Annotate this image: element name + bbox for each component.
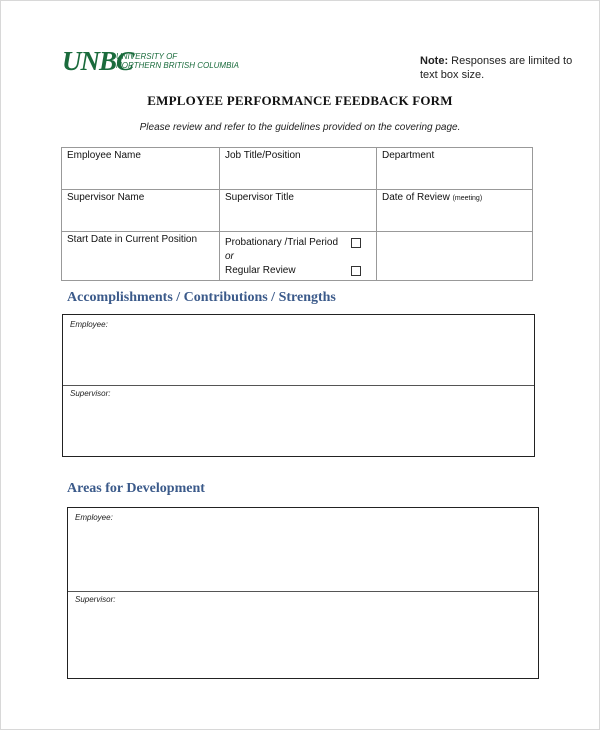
development-supervisor-field[interactable]	[68, 591, 538, 678]
review-type-cell	[220, 232, 377, 281]
job-title-label: Job Title/Position	[225, 150, 301, 161]
note-text: Responses are limited to text box size.	[420, 55, 573, 81]
date-of-review-cell[interactable]	[377, 190, 533, 232]
logo-line-2: NORTHERN BRITISH COLUMBIA	[116, 61, 239, 70]
regular-review-row	[225, 264, 371, 278]
date-of-review-note: (meeting)	[452, 195, 483, 202]
supervisor-name-label: Supervisor Name	[67, 192, 145, 203]
probationary-checkbox[interactable]	[351, 238, 361, 248]
development-employee-field[interactable]	[68, 508, 538, 591]
or-label: or	[225, 251, 234, 262]
probationary-label: Probationary /Trial Period	[225, 237, 339, 248]
form-title: EMPLOYEE PERFORMANCE FEEDBACK FORM	[147, 93, 453, 108]
employee-name-cell[interactable]	[62, 148, 220, 190]
employee-name-label: Employee Name	[67, 150, 141, 161]
accomplishments-employee-label: Employee:	[70, 320, 108, 329]
supervisor-title-cell[interactable]	[220, 190, 377, 232]
department-label: Department	[382, 150, 435, 161]
form-subtitle: Please review and refer to the guidelines provided on the covering page.	[139, 122, 461, 133]
development-box	[67, 507, 539, 679]
supervisor-title-label: Supervisor Title	[225, 192, 294, 203]
accomplishments-supervisor-field[interactable]	[63, 385, 534, 456]
regular-review-checkbox[interactable]	[351, 266, 361, 276]
accomplishments-employee-field[interactable]	[63, 315, 534, 385]
start-date-label: Start Date in Current Position	[67, 234, 198, 245]
start-date-cell[interactable]	[62, 232, 220, 281]
accomplishments-box	[62, 314, 535, 457]
development-heading: Areas for Development	[67, 481, 205, 496]
logo-text	[116, 52, 239, 70]
supervisor-name-cell[interactable]	[62, 190, 220, 232]
note	[420, 54, 580, 82]
development-supervisor-label: Supervisor:	[75, 595, 116, 604]
unbc-logo	[62, 46, 262, 76]
logo-line-1: UNIVERSITY OF	[116, 52, 178, 61]
note-label: Note:	[420, 55, 449, 67]
date-of-review-label: Date of Review	[382, 192, 450, 203]
development-employee-label: Employee:	[75, 513, 113, 522]
logo-mark: UNBC	[62, 46, 134, 76]
regular-review-label: Regular Review	[225, 265, 296, 276]
probationary-row	[225, 236, 371, 250]
employee-info-table	[61, 147, 533, 281]
accomplishments-supervisor-label: Supervisor:	[70, 389, 111, 398]
department-cell[interactable]	[377, 148, 533, 190]
job-title-cell[interactable]	[220, 148, 377, 190]
accomplishments-heading: Accomplishments / Contributions / Strengths	[67, 290, 336, 305]
empty-cell[interactable]	[377, 232, 533, 281]
